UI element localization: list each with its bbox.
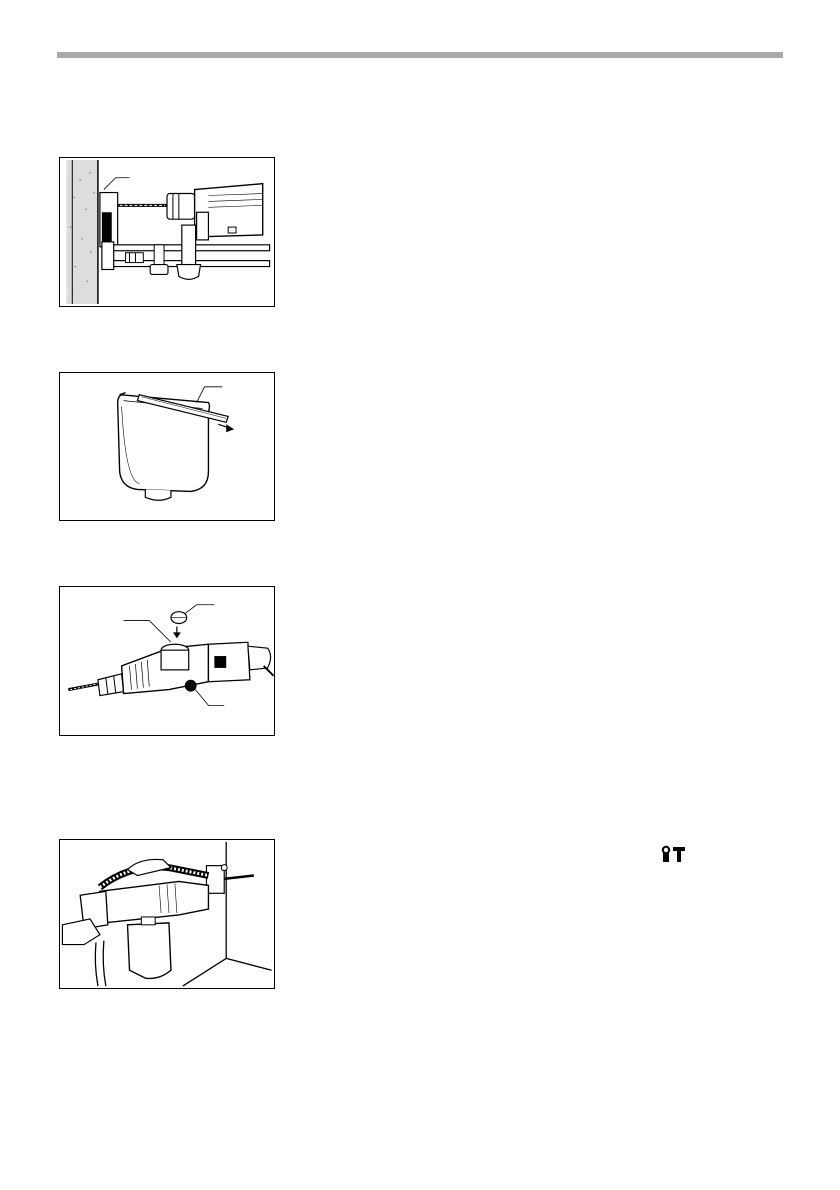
figure-operator-drilling bbox=[59, 839, 275, 989]
rotary-hammer-illustration bbox=[60, 587, 274, 735]
figure-dust-case bbox=[59, 372, 275, 521]
wrench-symbol-icon bbox=[658, 845, 688, 863]
dust-case-illustration bbox=[60, 373, 274, 520]
figure-dust-extractor-wall bbox=[59, 157, 275, 307]
dust-extractor-illustration bbox=[60, 158, 274, 306]
header-rule bbox=[57, 52, 783, 58]
operator-drilling-illustration bbox=[60, 840, 274, 988]
figure-rotary-hammer-cap bbox=[59, 586, 275, 736]
